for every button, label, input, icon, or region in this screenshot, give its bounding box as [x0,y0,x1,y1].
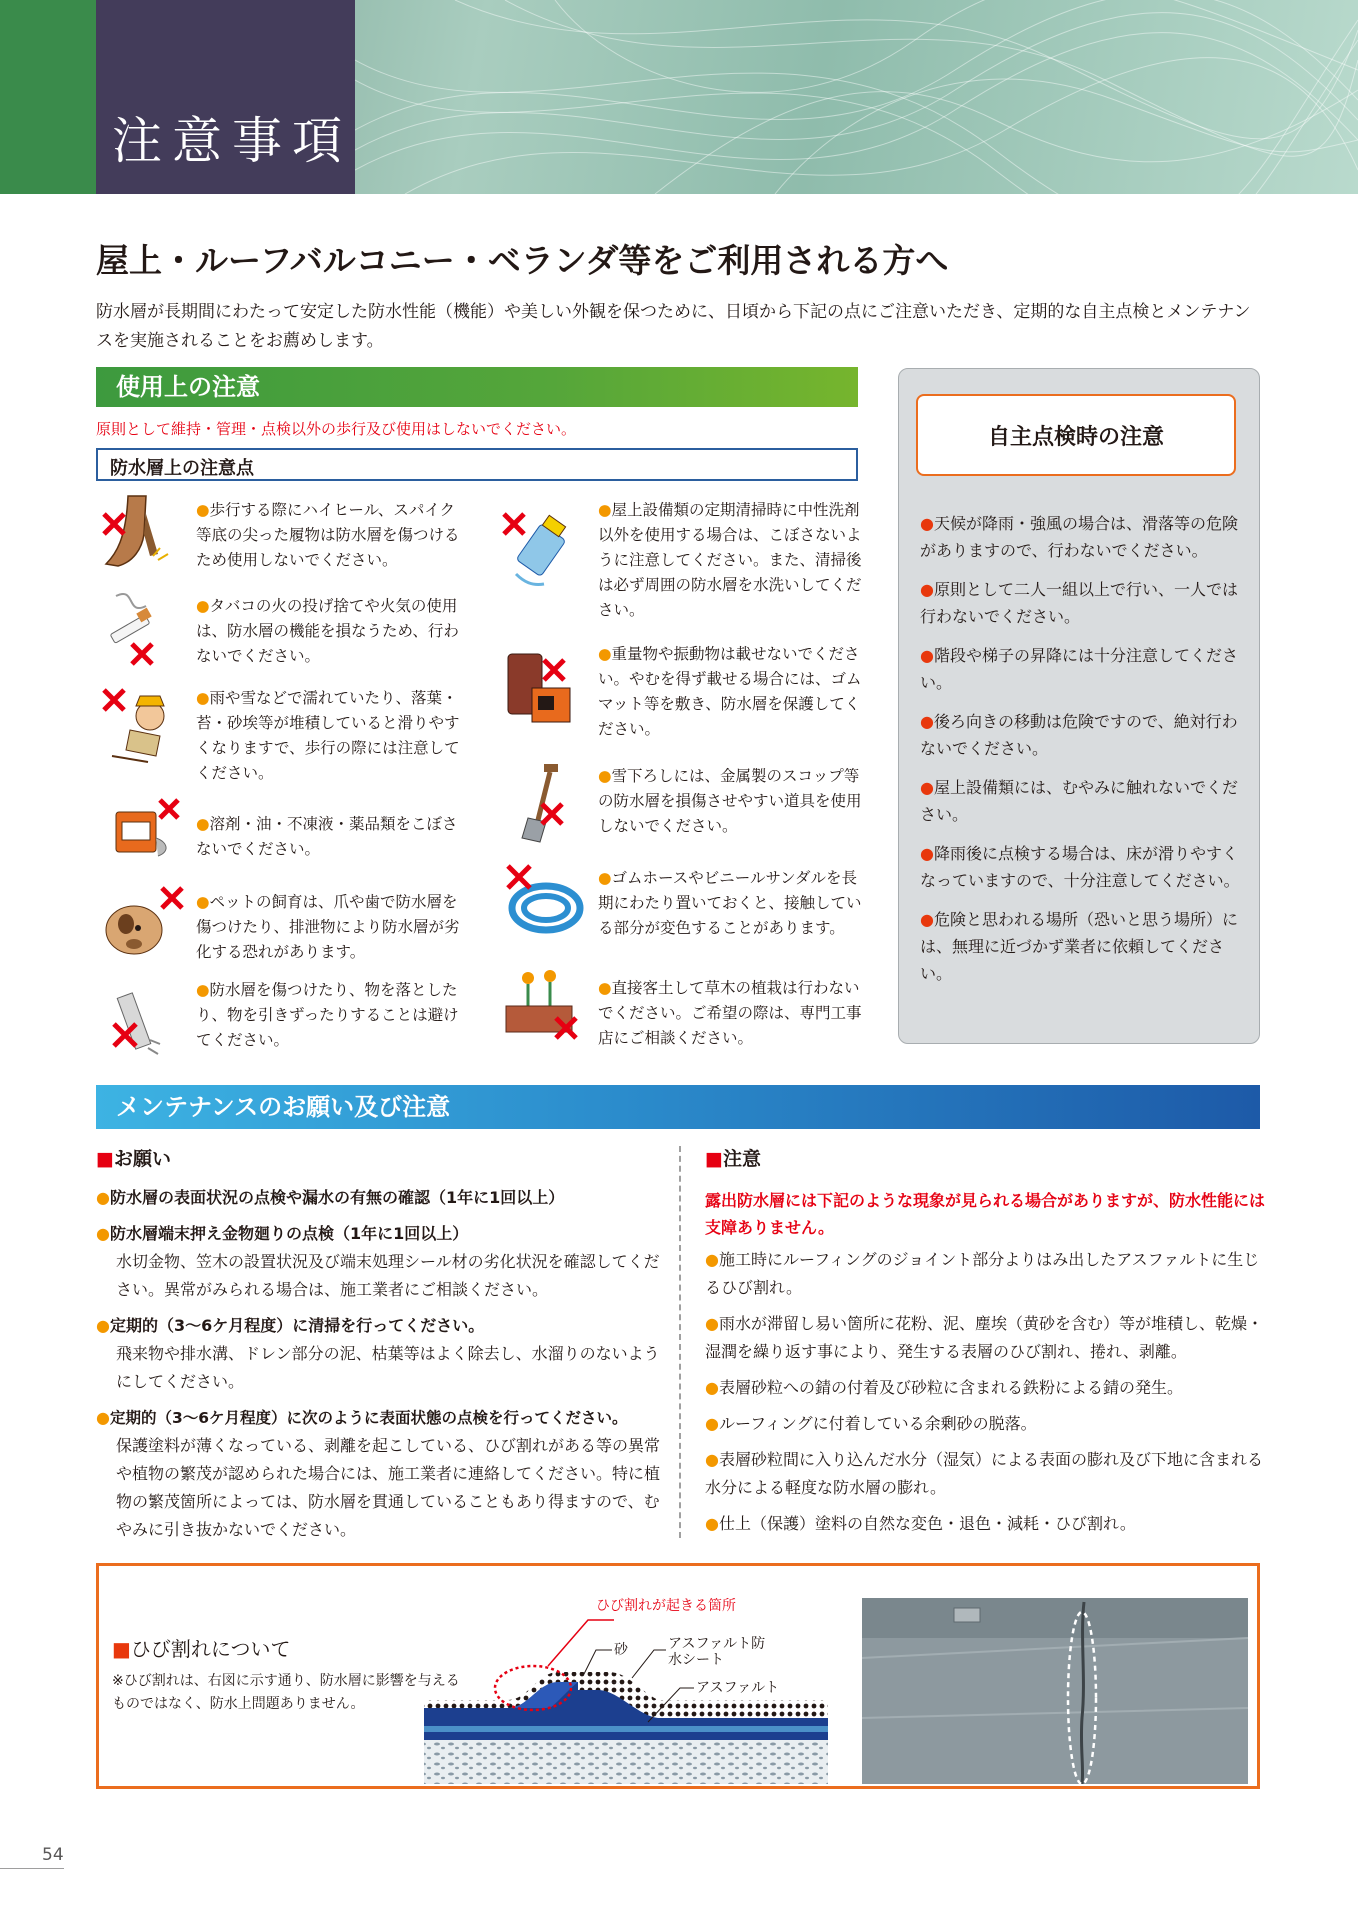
bullet-icon: ● [598,869,612,887]
maintenance-section-title: メンテナンスのお願い及び注意 [116,1093,451,1121]
column-divider [679,1146,681,1538]
square-bullet-icon: ■ [705,1148,723,1170]
usage-item [196,498,466,573]
usage-item [598,498,868,623]
caution-item [705,1510,1270,1538]
caution-item [705,1410,1270,1438]
asphalt-sheet-label: アスファルト防水シート [668,1636,766,1668]
header-band [0,0,1358,194]
detergent-bottle-icon [500,508,572,592]
self-check-item-text: 天候が降雨・強風の場合は、滑落等の危険がありますので、行わないでください。 [920,514,1238,560]
caution-item-text: 表層砂粒への錆の付着及び砂粒に含まれる鉄粉による錆の発生。 [718,1378,1183,1397]
crack-title-text: ひび割れについて [130,1637,291,1661]
main-heading: 屋上・ルーフバルコニー・ベランダ等をご利用される方へ [96,241,949,280]
cigarette-icon [106,586,166,666]
asphalt-label: アスファルト [696,1680,780,1696]
self-check-item-text: 原則として二人一組以上で行い、一人では行わないでください。 [920,580,1238,626]
bullet-icon: ● [598,645,612,663]
crack-cross-section-diagram [418,1590,838,1786]
bullet-icon: ● [96,1408,110,1427]
bullet-icon: ● [920,910,934,929]
request-item-body: 飛来物や排水溝、ドレン部分の泥、枯葉等はよく除去し、水溜りのないようにしてください。 [116,1344,660,1391]
request-item-heading: 防水層の表面状況の点検や漏水の有無の確認（1年に1回以上） [109,1188,565,1207]
usage-item-text: タバコの火の投げ捨てや火気の使用は、防水層の機能を損なうため、行わないでください。 [196,597,459,665]
caution-item [705,1446,1270,1502]
caution-lead: 露出防水層には下記のような現象が見られる場合がありますが、防水性能には支障ありません。 [705,1191,1266,1237]
usage-item-text: ゴムホースやビニールサンダルを長期にわたり置いておくと、接触している部分が変色することがあります。 [598,869,862,937]
usage-item-text: 直接客土して草木の植栽は行わないでください。ご希望の際は、専門工事店にご相談ください。 [598,979,862,1047]
usage-section-bar [96,367,858,407]
self-check-title-box [916,394,1236,476]
self-check-item-text: 降雨後に点検する場合は、床が滑りやすくなっていますので、十分注意してください。 [920,844,1240,890]
bullet-icon: ● [705,1314,719,1333]
bullet-icon: ● [705,1378,719,1397]
usage-item [196,686,466,786]
square-bullet-icon: ■ [112,1637,131,1661]
request-item-body: 保護塗料が薄くなっている、剥離を起こしている、ひび割れがある等の異常や植物の繁茂が認められた場合には、施工業者に連絡してください。特に植物の繁茂箇所によっては、防水層を貫通していることもあり得ますので、むやみに引き抜かないでください。 [116,1436,661,1539]
bullet-icon: ● [598,767,612,785]
usage-subtitle-box [96,448,858,481]
usage-item-text: 屋上設備類の定期清掃時に中性洗剤以外を使用する場合は、こぼさないように注意してください。また、清掃後は必ず周囲の防水層を水洗いしてください。 [598,501,862,619]
usage-rule-note: 原則として維持・管理・点検以外の歩行及び使用はしないでください。 [96,420,577,438]
crack-location-label: ひび割れが起きる箇所 [596,1598,736,1614]
header-green-strip [0,0,96,194]
usage-item-text: ペットの飼育は、爪や歯で防水層を傷つけたり、排泄物により防水層が劣化する恐れがあります。 [196,893,460,961]
usage-section-title: 使用上の注意 [116,373,260,401]
crack-photo-drawing [862,1598,1248,1784]
usage-item [196,594,466,669]
page-number-rule [0,1868,64,1869]
self-check-item [920,840,1245,894]
bullet-icon: ● [920,514,934,533]
page-title: 注意事項 [112,112,352,170]
usage-item [598,976,868,1051]
request-item-heading: 定期的（3〜6ケ月程度）に清掃を行ってください。 [109,1316,485,1335]
self-check-item [920,906,1245,987]
request-heading-text: お願い [113,1148,171,1170]
self-check-item-text: 屋上設備類には、むやみに触れないでください。 [920,778,1238,824]
self-check-item [920,774,1245,828]
chemical-can-icon [110,798,182,860]
self-check-item [920,642,1245,696]
drum-generator-icon [504,648,576,736]
usage-item [196,812,466,862]
caution-item-text: ルーフィングに付着している余剰砂の脱落。 [718,1414,1037,1433]
request-heading [96,1144,171,1171]
bullet-icon: ● [96,1224,110,1243]
self-check-title: 自主点検時の注意 [987,425,1164,450]
self-check-item-text: 後ろ向きの移動は危険ですので、絶対行わないでください。 [920,712,1238,758]
caution-item-text: 仕上（保護）塗料の自然な変色・退色・減耗・ひび割れ。 [718,1514,1136,1533]
bullet-icon: ● [196,597,210,615]
caution-heading-text: 注意 [722,1148,761,1170]
usage-subtitle: 防水層上の注意点 [110,458,254,479]
hose-icon [504,862,584,942]
request-item [96,1184,666,1212]
usage-item-text: 雪下ろしには、金属製のスコップ等の防水層を損傷させやすい道具を使用しないでください。 [598,767,862,835]
self-check-item-text: 階段や梯子の昇降には十分注意してください。 [920,646,1238,692]
caution-item [705,1374,1270,1402]
caution-heading [705,1144,761,1171]
dog-icon [98,880,188,964]
usage-item-text: 歩行する際にハイヒール、スパイク等底の尖った履物は防水層を傷つけるため使用しないでください。 [196,501,460,569]
planter-icon [504,966,588,1050]
bullet-icon: ● [920,646,934,665]
bullet-icon: ● [196,689,210,707]
bullet-icon: ● [598,979,612,997]
self-check-item [920,708,1245,762]
shovel-icon [508,760,572,848]
bullet-icon: ● [96,1316,110,1335]
sand-label: 砂 [614,1642,628,1658]
self-check-item [920,576,1245,630]
bullet-icon: ● [705,1414,719,1433]
caution-item-text: 表層砂粒間に入り込んだ水分（湿気）による表面の膨れ及び下地に含まれる水分による軽度な防水層の膨れ。 [705,1450,1263,1497]
bullet-icon: ● [196,815,210,833]
request-item-heading: 定期的（3〜6ケ月程度）に次のように表面状態の点検を行ってください。 [109,1409,628,1427]
usage-item-text: 溶剤・油・不凍液・薬品類をこぼさないでください。 [196,815,458,858]
usage-item [598,764,868,839]
self-check-item-text: 危険と思われる場所（恐いと思う場所）には、無理に近づかず業者に依頼してください。 [920,910,1238,983]
caution-item-text: 施工時にルーフィングのジョイント部分よりはみ出したアスファルトに生じるひび割れ。 [705,1250,1260,1297]
bullet-icon: ● [705,1250,719,1269]
slipping-worker-icon [100,686,182,766]
usage-item [598,866,868,941]
dropping-object-icon [106,984,176,1056]
crack-title [112,1633,291,1662]
bullet-icon: ● [196,893,210,911]
bullet-icon: ● [920,712,934,731]
bullet-icon: ● [920,778,934,797]
high-heel-icon [98,494,178,572]
self-check-item [920,510,1245,564]
caution-item [705,1310,1270,1366]
usage-item-text: 重量物や振動物は載せないでください。やむを得ず載せる場合には、ゴムマット等を敷き、防水層を保護してください。 [598,645,862,738]
caution-item [705,1246,1270,1302]
usage-item [196,978,466,1053]
bullet-icon: ● [920,580,934,599]
intro-paragraph: 防水層が長期間にわたって安定した防水性能（機能）や美しい外観を保つために、日頃から下記の点にご注意いただき、定期的な自主点検とメンテナンスを実施されることをお薦めします。 [96,302,1251,351]
wave-mesh-decoration [355,0,1358,194]
request-item-heading: 防水層端末押え金物廻りの点検（1年に1回以上） [109,1224,469,1243]
usage-item-text: 防水層を傷つけたり、物を落としたり、物を引きずったりすることは避けてください。 [196,981,459,1049]
maintenance-section-bar [96,1085,1260,1129]
request-item [96,1312,666,1396]
usage-item [196,890,466,965]
page-number: 54 [42,1845,64,1865]
crack-note: ※ひび割れは、右図に示す通り、防水層に影響を与えるものではなく、防水上問題ありません。 [112,1673,460,1712]
caution-item-text: 雨水が滞留し易い箇所に花粉、泥、塵埃（黄砂を含む）等が堆積し、乾燥・湿潤を繰り返す事により、発生する表層のひび割れ、捲れ、剥離。 [705,1314,1263,1361]
request-item [96,1220,666,1304]
bullet-icon: ● [598,501,612,519]
bullet-icon: ● [96,1188,110,1207]
bullet-icon: ● [196,981,210,999]
crack-photo [862,1598,1248,1784]
bullet-icon: ● [920,844,934,863]
bullet-icon: ● [196,501,210,519]
bullet-icon: ● [705,1514,719,1533]
usage-item [598,642,868,742]
bullet-icon: ● [705,1450,719,1469]
request-item [96,1404,671,1544]
square-bullet-icon: ■ [96,1148,114,1170]
usage-item-text: 雨や雪などで濡れていたり、落葉・苔・砂埃等が堆積していると滑りやすくなりますで、歩行の際には注意してください。 [196,689,460,782]
request-item-body: 水切金物、笠木の設置状況及び端末処理シール材の劣化状況を確認してください。異常がみられる場合は、施工業者にご相談ください。 [116,1252,660,1299]
